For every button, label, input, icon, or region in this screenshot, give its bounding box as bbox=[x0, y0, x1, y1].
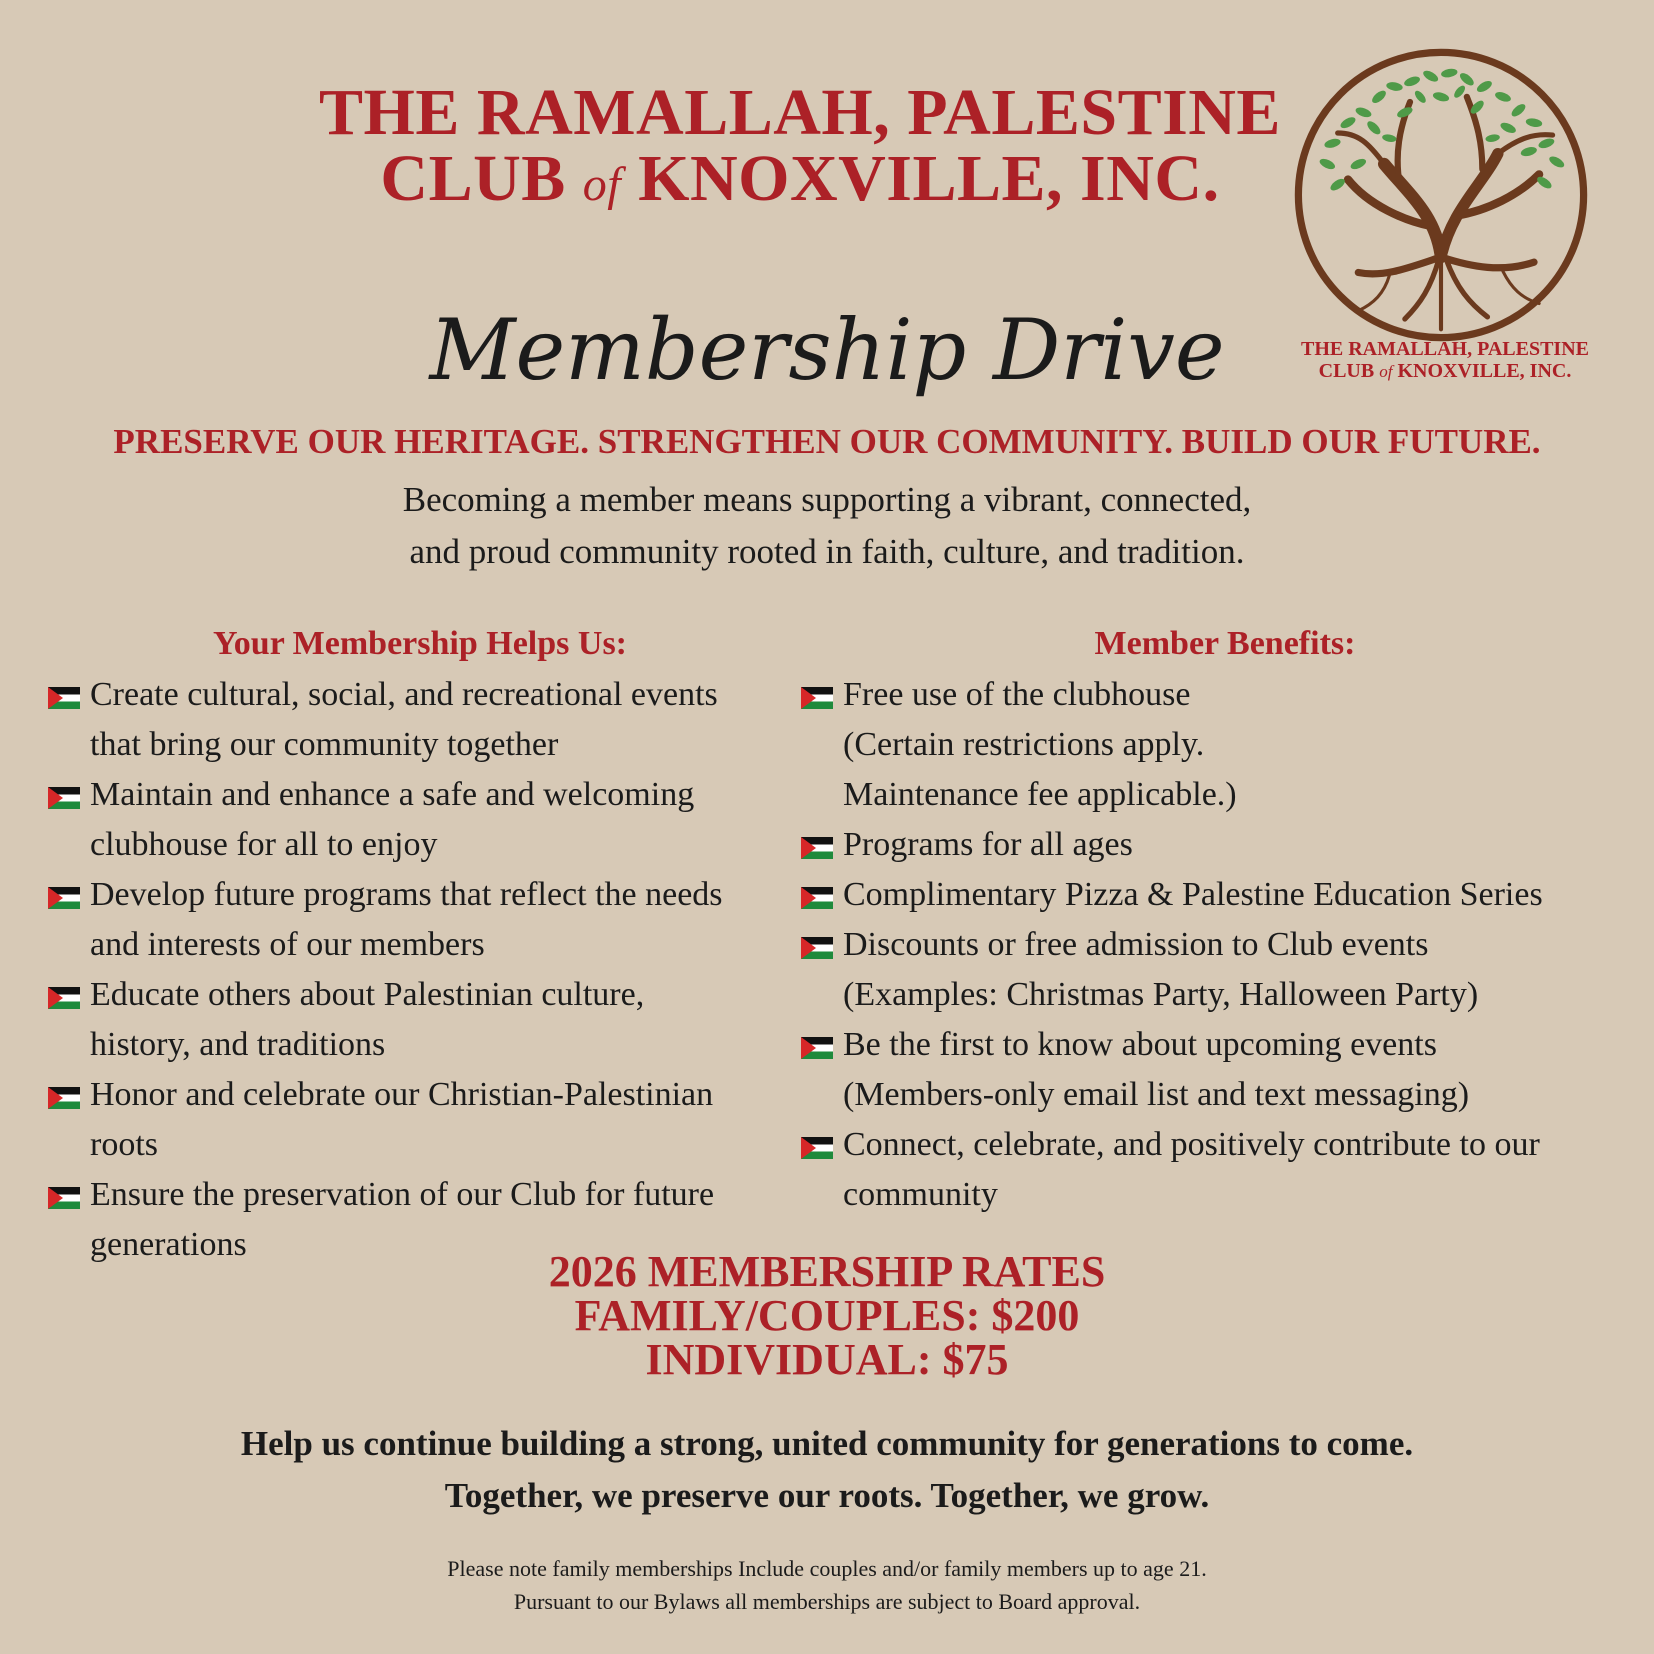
palestine-flag-icon bbox=[801, 887, 833, 909]
club-title-line1: THE RAMALLAH, PALESTINE bbox=[319, 76, 1281, 149]
list-item: Educate others about Palestinian culture, history, and traditions bbox=[48, 970, 793, 1070]
list-item: Honor and celebrate our Christian-Palestinian roots bbox=[48, 1070, 793, 1170]
list-item: Be the first to know about upcoming events (Members-only email list and text messaging) bbox=[801, 1020, 1621, 1120]
palestine-flag-icon bbox=[48, 1187, 80, 1209]
rate-individual: INDIVIDUAL: $75 bbox=[645, 1335, 1009, 1384]
palestine-flag-icon bbox=[48, 787, 80, 809]
helps-list bbox=[48, 670, 793, 1270]
footnote-line1: Please note family memberships Include couples and/or family members up to age 21. bbox=[447, 1556, 1207, 1581]
intro-line1: Becoming a member means supporting a vibrant, connected, bbox=[402, 480, 1252, 519]
benefits-heading: Member Benefits: bbox=[1094, 625, 1356, 662]
list-item: Free use of the clubhouse (Certain restrictions apply. Maintenance fee applicable.) bbox=[801, 670, 1621, 820]
palestine-flag-icon bbox=[801, 837, 833, 859]
list-item: Complimentary Pizza & Palestine Education Series bbox=[801, 870, 1621, 920]
palestine-flag-icon bbox=[48, 987, 80, 1009]
palestine-flag-icon bbox=[801, 1037, 833, 1059]
logo-caption-line2: CLUB of KNOXVILLE, INC. bbox=[1318, 360, 1572, 382]
palestine-flag-icon bbox=[801, 1137, 833, 1159]
rate-family: FAMILY/COUPLES: $200 bbox=[574, 1291, 1080, 1340]
logo-caption-line1: THE RAMALLAH, PALESTINE bbox=[1300, 338, 1589, 360]
palestine-flag-icon bbox=[48, 887, 80, 909]
list-item: Discounts or free admission to Club events (Examples: Christmas Party, Halloween Party) bbox=[801, 920, 1621, 1020]
closing-line1: Help us continue building a strong, united community for generations to come. bbox=[240, 1424, 1414, 1463]
palestine-flag-icon bbox=[48, 687, 80, 709]
rates-heading: 2026 MEMBERSHIP RATES bbox=[548, 1247, 1106, 1296]
palestine-flag-icon bbox=[801, 687, 833, 709]
list-item: Ensure the preservation of our Club for future generations bbox=[48, 1170, 793, 1270]
list-item: Develop future programs that reflect the needs and interests of our members bbox=[48, 870, 793, 970]
footnote-line2: Pursuant to our Bylaws all memberships are subject to Board approval. bbox=[513, 1589, 1141, 1614]
club-title bbox=[300, 76, 1300, 218]
membership-rates bbox=[0, 1247, 1654, 1384]
benefits-list bbox=[801, 670, 1621, 1220]
palestine-flag-icon bbox=[48, 1087, 80, 1109]
footnotes bbox=[0, 1552, 1654, 1618]
list-item: Create cultural, social, and recreational events that bring our community together bbox=[48, 670, 793, 770]
closing-line2: Together, we preserve our roots. Together, we grow. bbox=[444, 1476, 1210, 1515]
list-item: Connect, celebrate, and positively contribute to our community bbox=[801, 1120, 1621, 1220]
club-title-line2: CLUB of KNOXVILLE, INC. bbox=[380, 142, 1220, 215]
list-item: Programs for all ages bbox=[801, 820, 1621, 870]
helps-heading: Your Membership Helps Us: bbox=[213, 625, 627, 662]
membership-drive-heading: Membership Drive bbox=[429, 301, 1225, 399]
list-item: Maintain and enhance a safe and welcoming clubhouse for all to enjoy bbox=[48, 770, 793, 870]
closing-message bbox=[0, 1418, 1654, 1522]
palestine-flag-icon bbox=[801, 937, 833, 959]
intro-line2: and proud community rooted in faith, culture, and tradition. bbox=[409, 532, 1245, 571]
intro-text bbox=[0, 474, 1654, 578]
tagline: PRESERVE OUR HERITAGE. STRENGTHEN OUR COMMUNITY. BUILD OUR FUTURE. bbox=[113, 422, 1541, 461]
